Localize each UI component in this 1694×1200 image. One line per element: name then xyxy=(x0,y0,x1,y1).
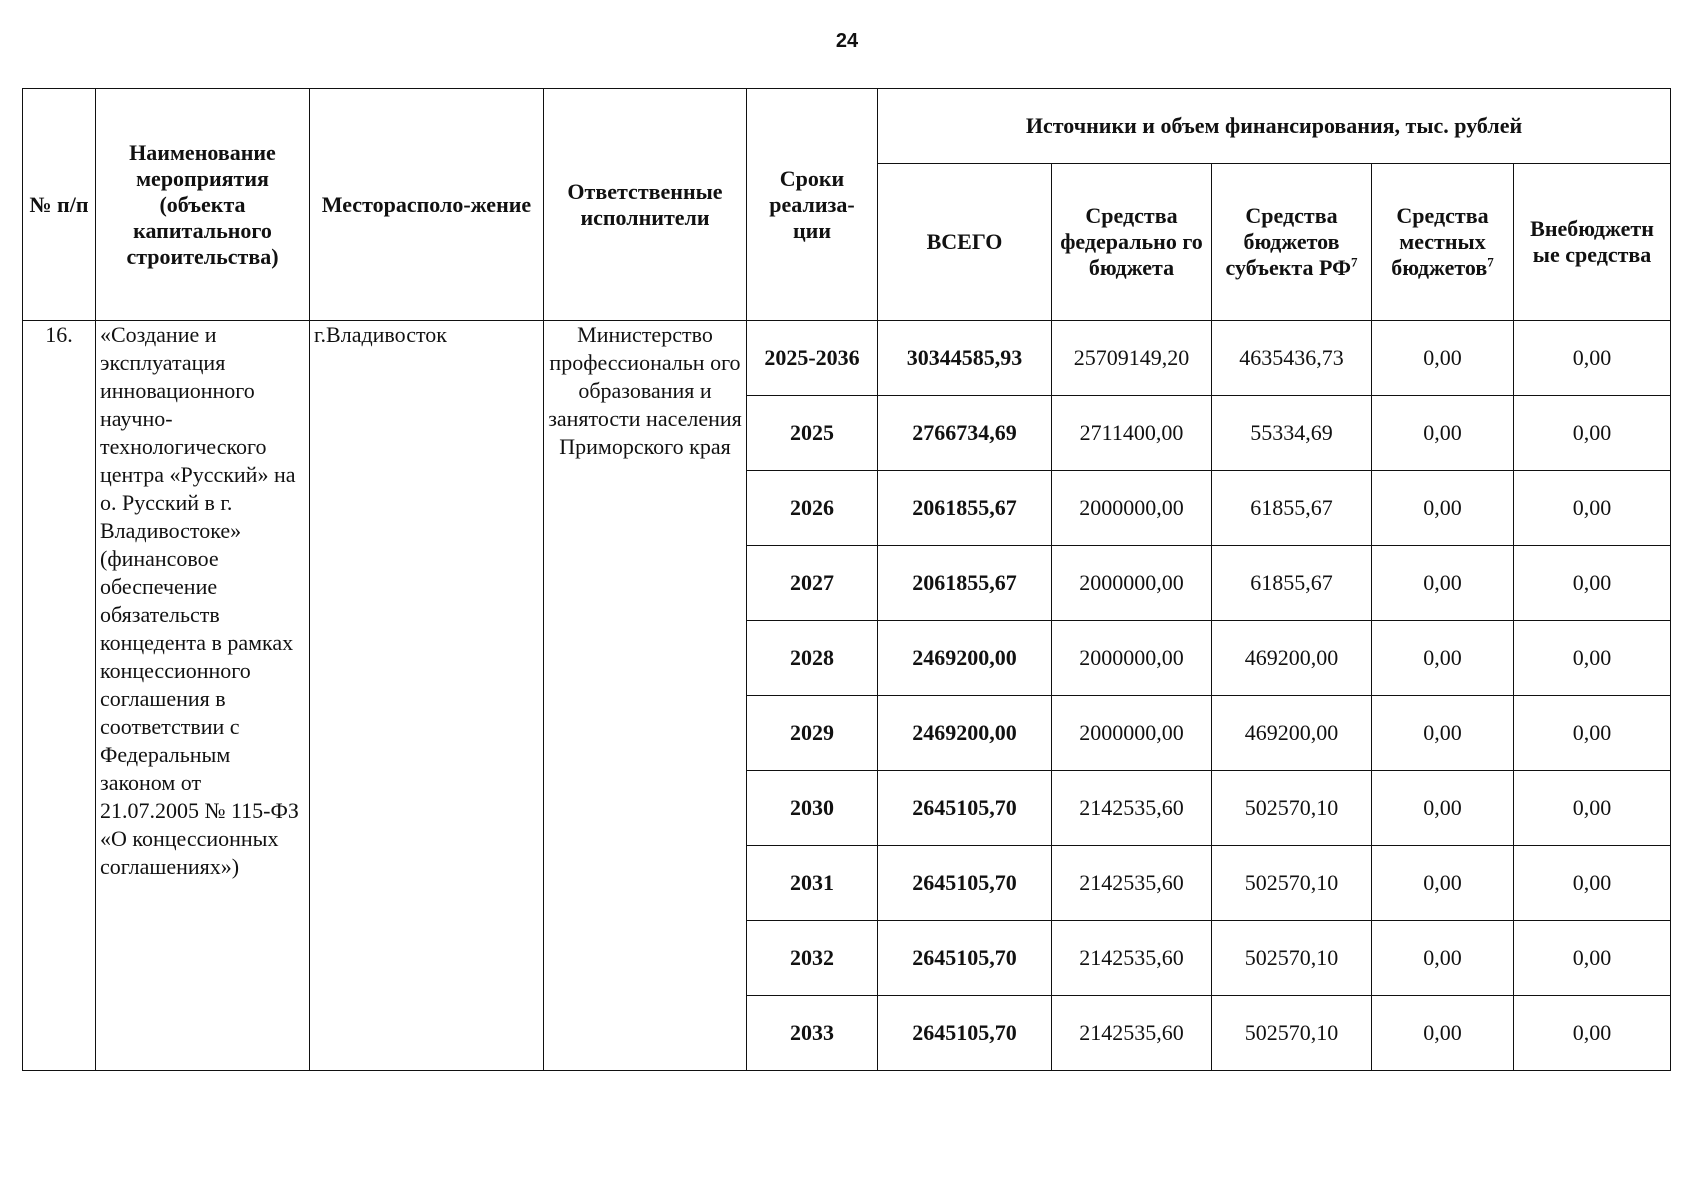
cell-federal: 2142535,60 xyxy=(1052,921,1212,996)
header-number: № п/п xyxy=(23,89,96,321)
cell-local: 0,00 xyxy=(1372,546,1514,621)
cell-period: 2032 xyxy=(747,921,878,996)
cell-extrabudget: 0,00 xyxy=(1514,771,1671,846)
cell-local: 0,00 xyxy=(1372,771,1514,846)
cell-total: 2766734,69 xyxy=(878,396,1052,471)
cell-extrabudget: 0,00 xyxy=(1514,996,1671,1071)
header-local xyxy=(1372,164,1514,321)
header-responsible: Ответственные исполнители xyxy=(544,89,747,321)
cell-federal: 2000000,00 xyxy=(1052,621,1212,696)
header-regional-label: Средства бюджетов субъекта РФ xyxy=(1225,203,1351,280)
cell-total: 2645105,70 xyxy=(878,921,1052,996)
cell-total: 2469200,00 xyxy=(878,621,1052,696)
cell-regional: 61855,67 xyxy=(1212,546,1372,621)
cell-local: 0,00 xyxy=(1372,471,1514,546)
header-local-footnote: 7 xyxy=(1487,254,1494,270)
cell-extrabudget: 0,00 xyxy=(1514,546,1671,621)
cell-period: 2031 xyxy=(747,846,878,921)
cell-extrabudget: 0,00 xyxy=(1514,321,1671,396)
cell-extrabudget: 0,00 xyxy=(1514,846,1671,921)
cell-regional: 469200,00 xyxy=(1212,696,1372,771)
cell-regional: 61855,67 xyxy=(1212,471,1372,546)
header-location: Месторасполо-жение xyxy=(310,89,544,321)
financing-table xyxy=(22,88,1671,1071)
cell-period: 2028 xyxy=(747,621,878,696)
cell-local: 0,00 xyxy=(1372,921,1514,996)
cell-federal: 2711400,00 xyxy=(1052,396,1212,471)
cell-total: 30344585,93 xyxy=(878,321,1052,396)
cell-period: 2025 xyxy=(747,396,878,471)
cell-federal: 2000000,00 xyxy=(1052,696,1212,771)
cell-total: 2645105,70 xyxy=(878,771,1052,846)
cell-federal: 2142535,60 xyxy=(1052,846,1212,921)
cell-total: 2645105,70 xyxy=(878,996,1052,1071)
cell-regional: 502570,10 xyxy=(1212,996,1372,1071)
header-name: Наименование мероприятия (объекта капитального строительства) xyxy=(96,89,310,321)
cell-period: 2033 xyxy=(747,996,878,1071)
cell-total: 2061855,67 xyxy=(878,471,1052,546)
cell-total: 2645105,70 xyxy=(878,846,1052,921)
table-body xyxy=(23,321,1671,1071)
header-terms: Сроки реализа-ции xyxy=(747,89,878,321)
cell-period: 2025-2036 xyxy=(747,321,878,396)
cell-extrabudget: 0,00 xyxy=(1514,621,1671,696)
cell-federal: 2142535,60 xyxy=(1052,771,1212,846)
cell-total: 2061855,67 xyxy=(878,546,1052,621)
cell-local: 0,00 xyxy=(1372,696,1514,771)
cell-local: 0,00 xyxy=(1372,321,1514,396)
cell-regional: 4635436,73 xyxy=(1212,321,1372,396)
table-row xyxy=(23,321,1671,396)
page-number: 24 xyxy=(835,30,859,52)
header-regional xyxy=(1212,164,1372,321)
item-responsible: Министерство профессиональн ого образования и занятости населения Приморского края xyxy=(544,321,747,1071)
cell-total: 2469200,00 xyxy=(878,696,1052,771)
cell-regional: 469200,00 xyxy=(1212,621,1372,696)
header-local-label: Средства местных бюджетов xyxy=(1391,203,1489,280)
cell-extrabudget: 0,00 xyxy=(1514,471,1671,546)
cell-local: 0,00 xyxy=(1372,396,1514,471)
cell-local: 0,00 xyxy=(1372,846,1514,921)
cell-regional: 502570,10 xyxy=(1212,921,1372,996)
cell-regional: 502570,10 xyxy=(1212,771,1372,846)
cell-federal: 2000000,00 xyxy=(1052,546,1212,621)
cell-local: 0,00 xyxy=(1372,996,1514,1071)
cell-federal: 2000000,00 xyxy=(1052,471,1212,546)
cell-regional: 502570,10 xyxy=(1212,846,1372,921)
cell-period: 2027 xyxy=(747,546,878,621)
cell-period: 2029 xyxy=(747,696,878,771)
cell-extrabudget: 0,00 xyxy=(1514,696,1671,771)
header-total: ВСЕГО xyxy=(878,164,1052,321)
header-regional-footnote: 7 xyxy=(1350,254,1358,270)
table-header xyxy=(23,89,1671,321)
cell-period: 2026 xyxy=(747,471,878,546)
cell-federal: 2142535,60 xyxy=(1052,996,1212,1071)
cell-regional: 55334,69 xyxy=(1212,396,1372,471)
cell-local: 0,00 xyxy=(1372,621,1514,696)
cell-federal: 25709149,20 xyxy=(1052,321,1212,396)
item-number: 16. xyxy=(23,321,96,1071)
item-name: «Создание и эксплуатация инновационного научно-технологического центра «Русский» на о. Русский в г. Владивостоке» (финансовое обеспечение обязательств концедента в рамках концессионного соглашения в соответствии с Федеральным законом от 21.07.2005 № 115-ФЗ «О концессионных соглашениях») xyxy=(96,321,310,1071)
cell-period: 2030 xyxy=(747,771,878,846)
header-sources: Источники и объем финансирования, тыс. рублей xyxy=(878,89,1671,164)
header-extrabudget: Внебюджетн ые средства xyxy=(1514,164,1671,321)
cell-extrabudget: 0,00 xyxy=(1514,396,1671,471)
cell-extrabudget: 0,00 xyxy=(1514,921,1671,996)
item-location: г.Владивосток xyxy=(310,321,544,1071)
header-federal: Средства федерально го бюджета xyxy=(1052,164,1212,321)
